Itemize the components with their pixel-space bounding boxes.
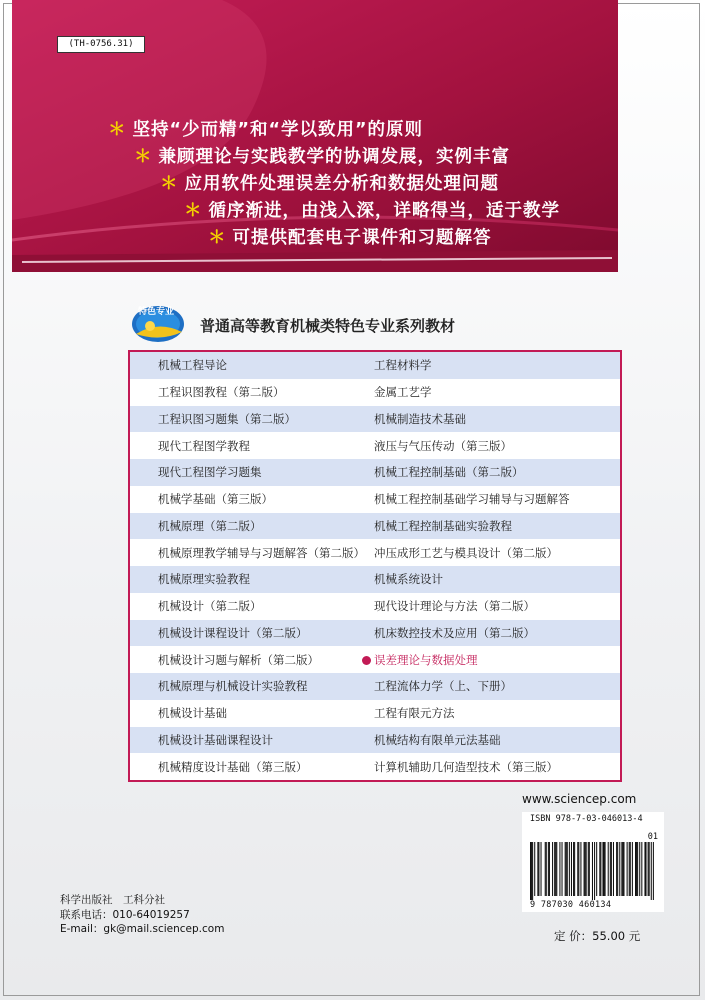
barcode-bar [534, 842, 535, 896]
book-title-left: 机械精度设计基础（第三版） [158, 759, 308, 774]
current-book-title: 误差理论与数据处理 [374, 652, 478, 667]
book-title-left: 机械设计基础 [158, 706, 227, 721]
series-title: 普通高等教育机械类特色专业系列教材 [200, 317, 456, 335]
barcode-bar [548, 842, 549, 896]
barcode-bar [573, 842, 574, 896]
book-list [128, 350, 622, 782]
book-row [130, 513, 620, 540]
barcode-bar [646, 842, 647, 896]
barcode-bar [588, 842, 589, 896]
barcode-bar [571, 842, 572, 896]
book-row [130, 539, 620, 566]
barcode-bar [605, 842, 606, 896]
barcode-bar [567, 842, 568, 896]
book-row [130, 646, 620, 673]
publisher-name: 科学出版社 工科分社 [60, 894, 165, 906]
slogan-5: ＊ 可提供配套电子课件和习题解答 [208, 228, 492, 248]
barcode-bar [580, 842, 581, 896]
barcode-bar [569, 842, 570, 896]
barcode-bar [599, 842, 600, 896]
barcode-bar [530, 842, 531, 900]
book-title-right [362, 652, 612, 668]
book-title-right: 金属工艺学 [374, 385, 432, 400]
slogan-4: ＊ 循序渐进，由浅入深，详略得当，适于教学 [184, 201, 560, 221]
series-logo [130, 300, 190, 344]
publisher-phone: 联系电话：010-64019257 [60, 908, 190, 921]
book-title-right: 工程有限元方法 [374, 706, 455, 721]
barcode-bar [574, 842, 575, 896]
star-icon: ＊ [134, 147, 153, 167]
barcode-bar [596, 842, 597, 896]
book-row [130, 700, 620, 727]
book-title-right: 工程流体力学（上、下册） [374, 679, 512, 694]
barcode-bar [617, 842, 618, 896]
isbn-addon: 01 [647, 832, 658, 842]
isbn-barcode [522, 812, 664, 912]
book-title-left: 机械设计习题与解析（第二版） [158, 652, 319, 667]
book-title-left: 机械设计基础课程设计 [158, 732, 273, 747]
barcode-bar [639, 842, 640, 896]
book-title-right: 机械工程控制基础实验教程 [374, 518, 512, 533]
barcode-bar [549, 842, 550, 896]
book-row [130, 620, 620, 647]
barcode-bar [545, 842, 546, 896]
book-title-left: 机械原理教学辅导与习题解答（第二版） [158, 545, 365, 560]
book-title-left: 机械学基础（第三版） [158, 492, 273, 507]
book-title-right: 机械结构有限单元法基础 [374, 732, 501, 747]
barcode-bar [566, 842, 567, 896]
barcode-bar [586, 842, 587, 896]
barcode-bar [604, 842, 605, 896]
barcode-bar [621, 842, 622, 896]
book-row [130, 352, 620, 379]
slogan-3: ＊ 应用软件处理误差分析和数据处理问题 [160, 174, 499, 194]
star-icon: ＊ [208, 228, 227, 248]
barcode-bar [641, 842, 642, 896]
barcode-bar [600, 842, 601, 896]
star-icon: ＊ [160, 174, 179, 194]
book-title-left: 机械工程导论 [158, 358, 227, 373]
book-title-right: 计算机辅助几何造型技术（第三版） [374, 759, 558, 774]
barcode-bar [610, 842, 611, 896]
barcode-bar [585, 842, 586, 896]
barcode-bar [578, 842, 579, 896]
barcode-bar [619, 842, 620, 896]
book-title-left: 现代工程图学教程 [158, 438, 250, 453]
website-url: www.sciencep.com [522, 792, 637, 806]
book-title-right: 机床数控技术及应用（第二版） [374, 625, 535, 640]
barcode-bar [589, 842, 590, 896]
price: 定 价：55.00 元 [554, 929, 641, 943]
book-title-left: 机械原理（第二版） [158, 518, 262, 533]
publisher-info [60, 893, 224, 937]
book-title-right: 冲压成形工艺与模具设计（第二版） [374, 545, 558, 560]
book-title-left: 机械设计（第二版） [158, 599, 262, 614]
barcode-bar [538, 842, 539, 896]
publisher-email: E-mail：gk@mail.sciencep.com [60, 923, 225, 935]
barcode-bar [594, 842, 595, 900]
book-title-right: 机械工程控制基础学习辅导与习题解答 [374, 492, 570, 507]
barcode-bar [531, 842, 532, 900]
barcode-bar [555, 842, 556, 896]
slogan-2: ＊ 兼顾理论与实践教学的协调发展，实例丰富 [134, 147, 510, 167]
isbn-label: ISBN 978-7-03-046013-4 [530, 814, 643, 824]
barcode-bars [530, 842, 656, 900]
barcode-bar [635, 842, 636, 896]
barcode-bar [537, 842, 538, 896]
barcode-bar [556, 842, 557, 896]
barcode-bar [627, 842, 628, 896]
book-title-right: 工程材料学 [374, 358, 432, 373]
book-title-right: 现代设计理论与方法（第二版） [374, 599, 535, 614]
book-row [130, 566, 620, 593]
barcode-bar [562, 842, 563, 896]
barcode-bar [613, 842, 614, 896]
barcode-bar [637, 842, 638, 896]
book-title-left: 机械原理实验教程 [158, 572, 250, 587]
book-title-right: 机械制造技术基础 [374, 411, 466, 426]
barcode-bar [592, 842, 593, 900]
star-icon: ＊ [184, 201, 203, 221]
top-banner [12, 0, 618, 272]
book-row [130, 486, 620, 513]
book-row [130, 727, 620, 754]
barcode-bar [616, 842, 617, 896]
book-row [130, 673, 620, 700]
barcode-bar [629, 842, 630, 896]
ean-digits: 9 787030 460134 [530, 900, 612, 910]
barcode-bar [565, 842, 566, 896]
barcode-bar [653, 842, 654, 900]
star-icon: ＊ [108, 120, 127, 140]
barcode-bar [559, 842, 560, 896]
book-title-left: 工程识图习题集（第二版） [158, 411, 296, 426]
book-title-left: 机械设计课程设计（第二版） [158, 625, 308, 640]
barcode-bar [644, 842, 645, 896]
barcode-bar [532, 842, 533, 900]
barcode-bar [649, 842, 650, 896]
barcode-bar [577, 842, 578, 896]
current-book-bullet-icon [362, 656, 371, 665]
barcode-bar [651, 842, 652, 900]
book-title-right: 机械工程控制基础（第二版） [374, 465, 524, 480]
book-row [130, 406, 620, 433]
book-row [130, 379, 620, 406]
barcode-bar [623, 842, 624, 896]
series-logo-text: 特色专业 [138, 307, 175, 317]
barcode-bar [636, 842, 637, 896]
book-row [130, 432, 620, 459]
barcode-bar [622, 842, 623, 896]
book-title-left: 机械原理与机械设计实验教程 [158, 679, 308, 694]
barcode-bar [632, 842, 633, 896]
barcode-bar [602, 842, 603, 896]
barcode-bar [584, 842, 585, 896]
book-title-left: 现代工程图学习题集 [158, 465, 262, 480]
slogan-1: ＊ 坚持“少而精”和“学以致用”的原则 [108, 120, 424, 140]
barcode-bar [648, 842, 649, 896]
book-title-right: 机械系统设计 [374, 572, 443, 587]
series-header [130, 300, 610, 346]
cip-code: (TH-0756.31) [57, 36, 145, 53]
book-title-right: 液压与气压传动（第三版） [374, 438, 512, 453]
book-row [130, 459, 620, 486]
book-row [130, 593, 620, 620]
book-title-left: 工程识图教程（第二版） [158, 385, 285, 400]
barcode-bar [546, 842, 547, 896]
barcode-bar [554, 842, 555, 896]
barcode-bar [630, 842, 631, 896]
barcode-bar [608, 842, 609, 896]
book-row [130, 753, 620, 780]
barcode-bar [552, 842, 553, 896]
barcode-bar [541, 842, 542, 896]
barcode-bar [611, 842, 612, 896]
